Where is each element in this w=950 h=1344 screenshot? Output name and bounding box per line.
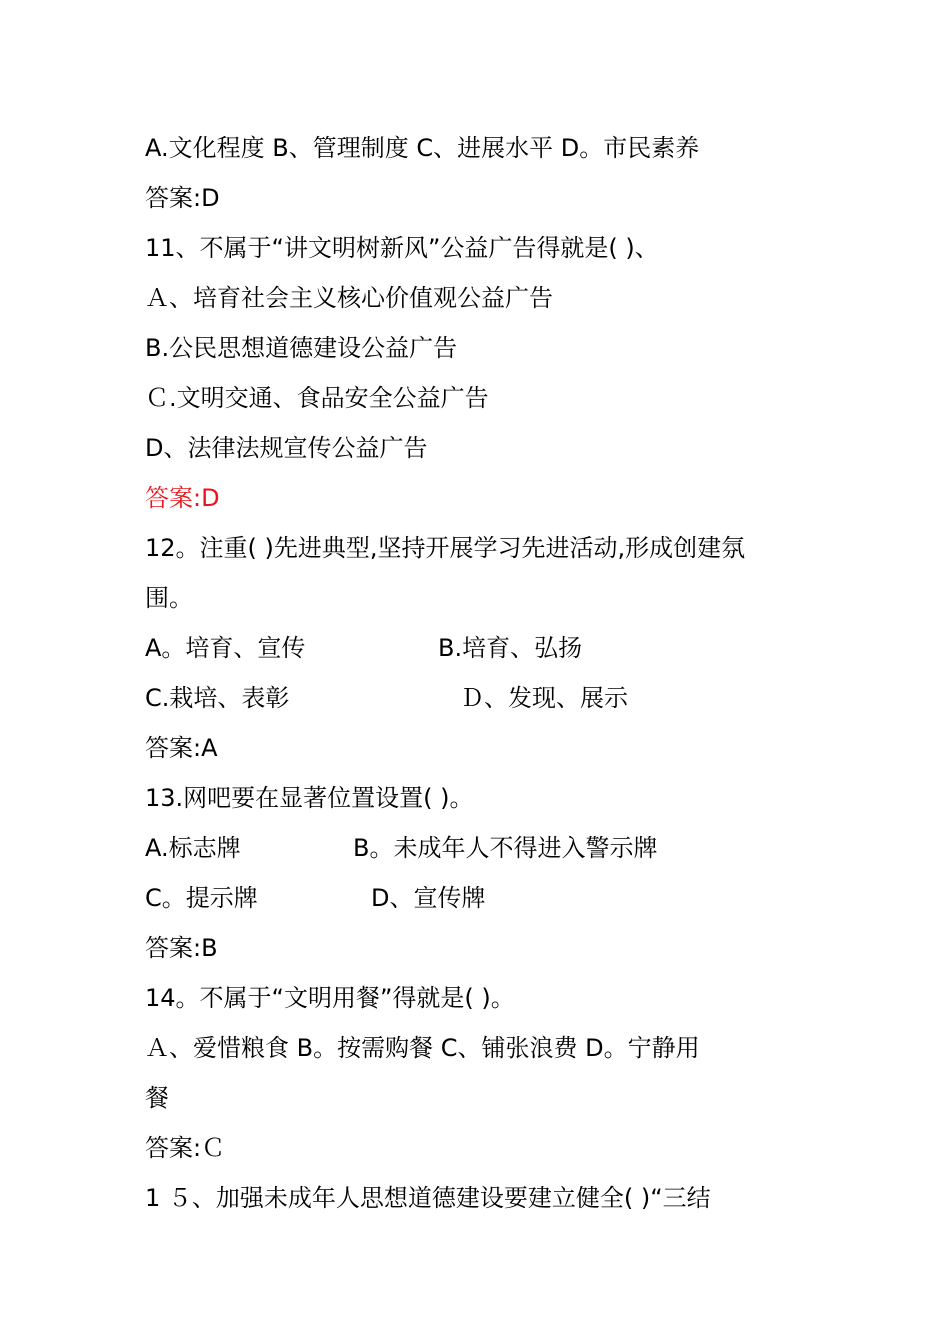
- question-14-options-continued: 餐: [145, 1084, 169, 1112]
- question-11-option-a: Ａ、培育社会主义核心价值观公益广告: [145, 284, 553, 312]
- question-12-options-cd: [145, 683, 810, 713]
- answer-14: 答案:Ｃ: [145, 1134, 226, 1162]
- question-11-option-c: Ｃ.文明交通、食品安全公益广告: [145, 384, 489, 412]
- question-11-option-d: D、法律法规宣传公益广告: [145, 434, 428, 462]
- question-14-options: Ａ、爱惜粮食 B。按需购餐 C、铺张浪费 D。宁静用: [145, 1034, 700, 1062]
- question-11-option-b: B.公民思想道德建设公益广告: [145, 334, 458, 362]
- answer-12: 答案:A: [145, 734, 218, 762]
- question-13-options-cd: [145, 883, 810, 913]
- answer-10: 答案:D: [145, 184, 220, 212]
- question-14: 14。不属于“文明用餐”得就是( )。: [145, 984, 515, 1012]
- question-13-option-b: B。未成年人不得进入警示牌: [353, 834, 658, 862]
- question-12-continued: 围。: [145, 584, 193, 612]
- answer-13: 答案:B: [145, 934, 218, 962]
- question-12-option-a: A。培育、宣传: [145, 634, 306, 662]
- question-13-options-ab: [145, 833, 810, 863]
- question-12-option-c: C.栽培、表彰: [145, 684, 290, 712]
- question-13: 13.网吧要在显著位置设置( )。: [145, 784, 474, 812]
- question-15: 1 ５、加强未成年人思想道德建设要建立健全( )“三结: [145, 1184, 711, 1212]
- question-13-option-c: C。提示牌: [145, 884, 258, 912]
- answer-11: 答案:D: [145, 484, 220, 512]
- question-12: 12。注重( )先进典型,坚持开展学习先进活动,形成创建氛: [145, 534, 746, 562]
- question-12-options-ab: [145, 633, 810, 663]
- question-12-option-b: B.培育、弘扬: [438, 634, 583, 662]
- question-10-options: A.文化程度 B、管理制度 C、进展水平 D。市民素养: [145, 134, 700, 162]
- question-13-option-a: A.标志牌: [145, 834, 241, 862]
- question-13-option-d: D、宣传牌: [371, 884, 486, 912]
- question-11: 11、不属于“讲文明树新风”公益广告得就是( )、: [145, 234, 659, 262]
- question-12-option-d: Ｄ、发现、展示: [460, 684, 628, 712]
